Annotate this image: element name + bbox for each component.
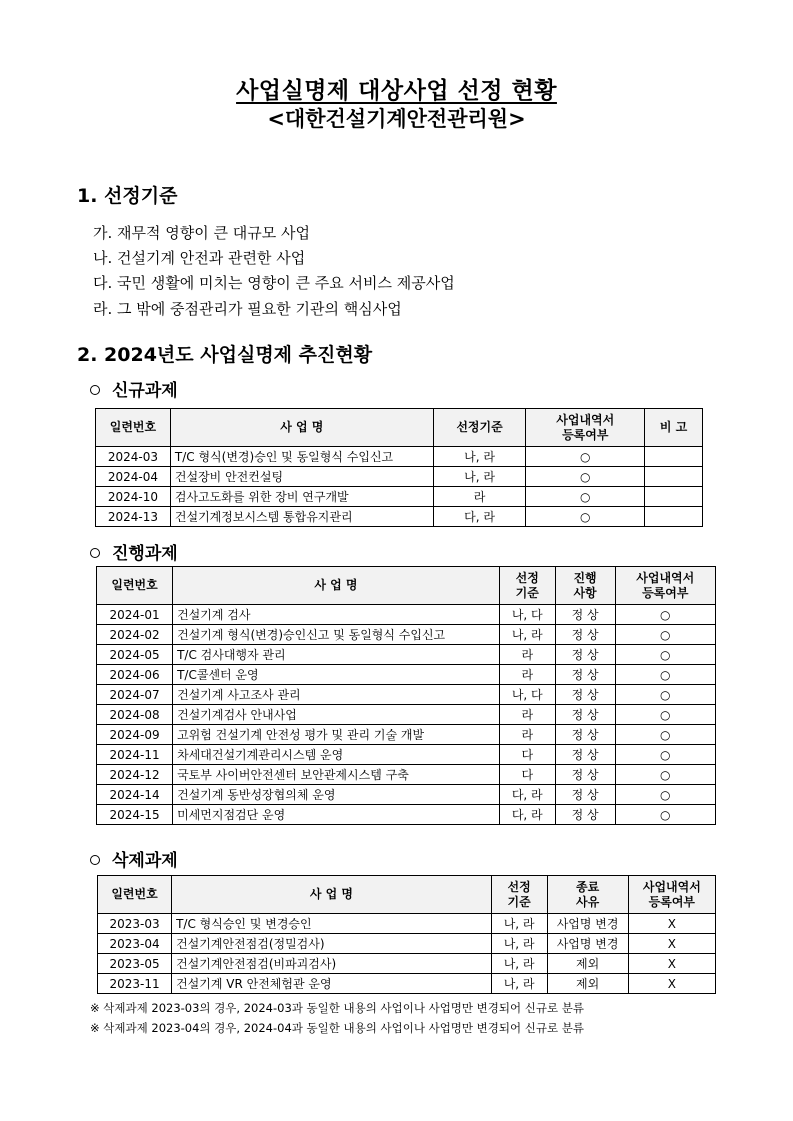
ongoing-tasks-table [96,566,716,825]
table-header-row [98,876,716,914]
deleted-tasks-subheading [90,846,178,871]
table-cell: 다, 라 [499,805,555,825]
table-cell: 다, 라 [433,507,526,527]
table-row [98,914,716,934]
table-cell: 제외 [547,954,628,974]
page-title-text: 사업실명제 대상사업 선정 현황 [236,78,557,104]
table-cell: 라 [499,725,555,745]
table-row [97,625,716,645]
table-cell: 정 상 [555,625,615,645]
deleted-tasks-table [97,875,716,994]
table-row [97,765,716,785]
table-cell: ○ [615,685,716,705]
page-subtitle: <대한건설기계안전관리원> [267,107,526,131]
table-cell: ○ [615,605,716,625]
footnote: ※ 삭제과제 2023-04의 경우, 2024-04과 동일한 내용의 사업이나 사업명만 변경되어 신규로 분류 [90,1021,584,1035]
table-cell: T/C 형식승인 및 변경승인 [172,914,492,934]
table-cell: 라 [499,645,555,665]
table-cell [645,487,703,507]
table-cell: ○ [615,785,716,805]
table-cell: 2024-03 [96,447,171,467]
table-cell: 라 [499,665,555,685]
table-cell: X [628,954,715,974]
table-cell: ○ [615,745,716,765]
table-row [97,705,716,725]
table-row [96,487,703,507]
table-row [97,605,716,625]
header-project-name: 사 업 명 [172,876,492,914]
header-project-name: 사 업 명 [173,567,500,605]
table-row [98,974,716,994]
table-row [97,745,716,765]
ongoing-tasks-label: 진행과제 [112,544,178,564]
table-row [97,665,716,685]
table-row [97,805,716,825]
table-row [97,785,716,805]
table-cell: 건설기계 동반성장협의체 운영 [173,785,500,805]
table-cell: T/C콜센터 운영 [173,665,500,685]
new-tasks-label: 신규과제 [112,381,178,401]
table-cell: 다, 라 [499,785,555,805]
new-tasks-table [95,408,703,527]
table-cell: 나, 라 [491,914,547,934]
table-cell: 나, 다 [499,685,555,705]
table-cell: 정 상 [555,665,615,685]
table-cell: 정 상 [555,785,615,805]
table-cell: 2024-07 [97,685,173,705]
table-cell: T/C 검사대행자 관리 [173,645,500,665]
table-cell: 차세대건설기계관리시스템 운영 [173,745,500,765]
table-cell: 제외 [547,974,628,994]
header-remarks: 비 고 [645,409,703,447]
table-cell: 2024-08 [97,705,173,725]
table-cell: ○ [526,487,645,507]
table-cell: 2023-03 [98,914,172,934]
table-cell: 건설기계 형식(변경)승인신고 및 동일형식 수입신고 [173,625,500,645]
table-cell: 건설기계정보시스템 통합유지관리 [170,507,433,527]
table-cell [645,507,703,527]
table-cell: 미세먼지점검단 운영 [173,805,500,825]
header-registered: 사업내역서 등록여부 [615,567,716,605]
circle-bullet-icon [90,548,100,558]
table-cell: ○ [615,705,716,725]
table-cell: 다 [499,745,555,765]
table-row [98,934,716,954]
header-registered: 사업내역서 등록여부 [628,876,715,914]
table-cell: 2024-13 [96,507,171,527]
table-cell: X [628,974,715,994]
table-cell: 나, 라 [491,934,547,954]
header-criteria: 선정 기준 [491,876,547,914]
table-row [97,645,716,665]
table-cell: ○ [526,447,645,467]
table-cell: 건설기계검사 안내사업 [173,705,500,725]
table-cell: 2023-11 [98,974,172,994]
table-cell: 사업명 변경 [547,914,628,934]
criteria-item: 라. 그 밖에 중점관리가 필요한 기관의 핵심사업 [93,300,402,318]
table-cell: 2023-04 [98,934,172,954]
header-registered: 사업내역서 등록여부 [526,409,645,447]
table-cell: 나, 라 [433,467,526,487]
header-serial: 일련번호 [97,567,173,605]
table-cell: ○ [615,805,716,825]
table-cell: 정 상 [555,725,615,745]
table-cell: 나, 라 [433,447,526,467]
table-cell: 2024-10 [96,487,171,507]
header-progress: 진행 사항 [555,567,615,605]
table-cell: 2024-01 [97,605,173,625]
table-cell [645,447,703,467]
table-cell: 정 상 [555,645,615,665]
table-cell: ○ [526,507,645,527]
table-row [97,685,716,705]
table-cell: 2024-15 [97,805,173,825]
section2-heading: 2. 2024년도 사업실명제 추진현황 [77,344,373,366]
table-cell: ○ [615,665,716,685]
table-cell: 나, 라 [499,625,555,645]
table-header-row [96,409,703,447]
table-cell: 2024-11 [97,745,173,765]
table-row [96,447,703,467]
circle-bullet-icon [90,385,100,395]
table-cell: 2024-05 [97,645,173,665]
header-project-name: 사 업 명 [170,409,433,447]
table-cell: 사업명 변경 [547,934,628,954]
table-cell: 2023-05 [98,954,172,974]
table-cell: 나, 다 [499,605,555,625]
table-cell [645,467,703,487]
table-cell: 2024-06 [97,665,173,685]
section1-heading: 1. 선정기준 [77,185,178,207]
table-cell: ○ [615,725,716,745]
table-cell: 2024-14 [97,785,173,805]
deleted-tasks-label: 삭제과제 [112,851,178,871]
table-cell: 건설기계 검사 [173,605,500,625]
table-cell: T/C 형식(변경)승인 및 동일형식 수입신고 [170,447,433,467]
table-cell: 건설기계 사고조사 관리 [173,685,500,705]
criteria-item: 다. 국민 생활에 미치는 영향이 큰 주요 서비스 제공사업 [93,274,455,292]
table-cell: 건설장비 안전컨설팅 [170,467,433,487]
header-serial: 일련번호 [98,876,172,914]
table-row [97,725,716,745]
table-row [96,507,703,527]
table-cell: 정 상 [555,685,615,705]
table-cell: 라 [433,487,526,507]
table-cell: 건설기계 VR 안전체험관 운영 [172,974,492,994]
table-cell: 건설기계안전점검(정밀검사) [172,934,492,954]
table-cell: 2024-04 [96,467,171,487]
ongoing-tasks-subheading [90,539,178,564]
table-cell: 2024-09 [97,725,173,745]
table-cell: ○ [615,645,716,665]
circle-bullet-icon [90,855,100,865]
table-cell: 고위험 건설기계 안전성 평가 및 관리 기술 개발 [173,725,500,745]
table-cell: 정 상 [555,805,615,825]
criteria-item: 가. 재무적 영향이 큰 대규모 사업 [93,224,310,242]
table-cell: 정 상 [555,605,615,625]
table-header-row [97,567,716,605]
table-cell: 2024-12 [97,765,173,785]
table-cell: 나, 라 [491,954,547,974]
table-cell: ○ [615,625,716,645]
new-tasks-subheading [90,376,178,401]
table-cell: 다 [499,765,555,785]
table-cell: 정 상 [555,765,615,785]
criteria-item: 나. 건설기계 안전과 관련한 사업 [93,249,306,267]
table-row [96,467,703,487]
header-serial: 일련번호 [96,409,171,447]
table-row [98,954,716,974]
table-cell: 건설기계안전점검(비파괴검사) [172,954,492,974]
table-cell: 국토부 사이버안전센터 보안관제시스템 구축 [173,765,500,785]
table-cell: 2024-02 [97,625,173,645]
footnote: ※ 삭제과제 2023-03의 경우, 2024-03과 동일한 내용의 사업이나 사업명만 변경되어 신규로 분류 [90,1001,584,1015]
header-end-reason: 종료 사유 [547,876,628,914]
header-criteria: 선정 기준 [499,567,555,605]
page-title [0,72,793,105]
table-cell: 검사고도화를 위한 장비 연구개발 [170,487,433,507]
table-cell: X [628,934,715,954]
table-cell: 정 상 [555,745,615,765]
table-cell: X [628,914,715,934]
table-cell: ○ [526,467,645,487]
table-cell: 나, 라 [491,974,547,994]
header-criteria: 선정기준 [433,409,526,447]
table-cell: ○ [615,765,716,785]
table-cell: 라 [499,705,555,725]
table-cell: 정 상 [555,705,615,725]
